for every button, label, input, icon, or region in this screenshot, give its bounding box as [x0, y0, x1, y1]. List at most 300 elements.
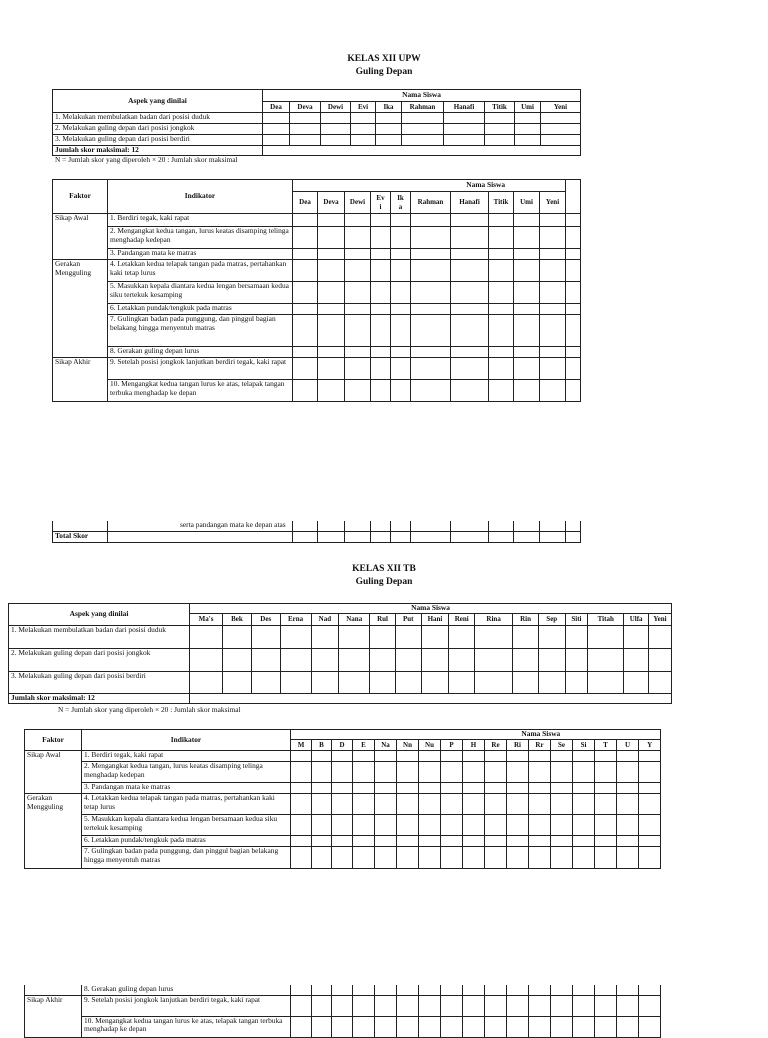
score-cell[interactable] — [411, 260, 451, 282]
score-cell[interactable] — [507, 794, 529, 815]
score-cell[interactable] — [485, 1016, 507, 1037]
score-cell[interactable] — [293, 347, 318, 358]
score-cell[interactable] — [371, 227, 391, 249]
score-cell[interactable] — [451, 214, 489, 227]
score-cell[interactable] — [402, 113, 444, 124]
score-cell[interactable] — [529, 751, 551, 762]
score-cell[interactable] — [573, 762, 595, 783]
score-cell[interactable] — [444, 113, 485, 124]
score-cell[interactable] — [318, 358, 345, 380]
score-cell[interactable] — [290, 113, 321, 124]
score-cell[interactable] — [639, 751, 661, 762]
score-cell[interactable] — [291, 815, 312, 836]
score-cell[interactable] — [573, 847, 595, 869]
score-cell[interactable] — [451, 249, 489, 260]
score-cell[interactable] — [318, 380, 345, 402]
score-cell[interactable] — [332, 751, 353, 762]
score-cell[interactable] — [421, 626, 449, 649]
score-cell[interactable] — [371, 347, 391, 358]
score-cell[interactable] — [419, 836, 441, 847]
score-cell[interactable] — [391, 249, 411, 260]
score-cell[interactable] — [451, 521, 489, 531]
score-cell[interactable] — [375, 847, 397, 869]
score-cell[interactable] — [489, 282, 514, 304]
score-cell[interactable] — [551, 815, 573, 836]
score-cell[interactable] — [507, 985, 529, 995]
score-cell[interactable] — [391, 282, 411, 304]
score-cell[interactable] — [411, 347, 451, 358]
score-cell[interactable] — [639, 847, 661, 869]
score-cell[interactable] — [375, 751, 397, 762]
score-cell[interactable] — [332, 794, 353, 815]
score-cell[interactable] — [639, 794, 661, 815]
score-cell[interactable] — [375, 762, 397, 783]
score-cell[interactable] — [312, 847, 332, 869]
score-cell[interactable] — [293, 214, 318, 227]
score-cell[interactable] — [588, 649, 624, 672]
score-cell[interactable] — [190, 672, 223, 694]
score-cell[interactable] — [318, 304, 345, 315]
score-cell[interactable] — [353, 783, 375, 794]
score-cell[interactable] — [345, 304, 371, 315]
score-cell[interactable] — [345, 347, 371, 358]
score-cell[interactable] — [345, 358, 371, 380]
score-cell[interactable] — [529, 836, 551, 847]
score-cell[interactable] — [551, 836, 573, 847]
score-cell[interactable] — [353, 995, 375, 1016]
score-cell[interactable] — [617, 751, 639, 762]
score-cell[interactable] — [291, 847, 312, 869]
score-cell[interactable] — [376, 113, 402, 124]
score-cell[interactable] — [397, 836, 419, 847]
score-cell[interactable] — [507, 995, 529, 1016]
score-cell[interactable] — [463, 995, 485, 1016]
score-cell[interactable] — [449, 649, 475, 672]
score-cell[interactable] — [595, 985, 617, 995]
score-cell[interactable] — [318, 260, 345, 282]
score-cell[interactable] — [291, 783, 312, 794]
score-cell[interactable] — [489, 347, 514, 358]
score-cell[interactable] — [573, 783, 595, 794]
score-cell[interactable] — [419, 783, 441, 794]
score-cell[interactable] — [507, 751, 529, 762]
score-cell[interactable] — [566, 358, 581, 380]
score-cell[interactable] — [345, 227, 371, 249]
score-cell[interactable] — [353, 836, 375, 847]
score-cell[interactable] — [485, 762, 507, 783]
score-cell[interactable] — [332, 985, 353, 995]
score-cell[interactable] — [291, 836, 312, 847]
score-cell[interactable] — [419, 751, 441, 762]
score-cell[interactable] — [449, 626, 475, 649]
score-cell[interactable] — [419, 847, 441, 869]
score-cell[interactable] — [489, 531, 514, 542]
score-cell[interactable] — [318, 521, 345, 531]
score-cell[interactable] — [451, 380, 489, 402]
score-cell[interactable] — [402, 135, 444, 146]
score-cell[interactable] — [251, 626, 280, 649]
score-cell[interactable] — [375, 783, 397, 794]
score-cell[interactable] — [371, 358, 391, 380]
score-cell[interactable] — [529, 847, 551, 869]
score-cell[interactable] — [639, 995, 661, 1016]
score-cell[interactable] — [639, 1016, 661, 1037]
score-cell[interactable] — [318, 214, 345, 227]
score-cell[interactable] — [321, 135, 351, 146]
score-cell[interactable] — [339, 672, 370, 694]
score-cell[interactable] — [617, 815, 639, 836]
score-cell[interactable] — [588, 626, 624, 649]
score-cell[interactable] — [441, 836, 463, 847]
score-cell[interactable] — [551, 751, 573, 762]
score-cell[interactable] — [463, 985, 485, 995]
score-cell[interactable] — [223, 626, 252, 649]
score-cell[interactable] — [566, 282, 581, 304]
score-cell[interactable] — [485, 794, 507, 815]
score-cell[interactable] — [411, 249, 451, 260]
score-cell[interactable] — [529, 794, 551, 815]
score-cell[interactable] — [515, 124, 541, 135]
score-cell[interactable] — [489, 358, 514, 380]
score-cell[interactable] — [540, 315, 566, 347]
score-cell[interactable] — [566, 214, 581, 227]
score-cell[interactable] — [489, 304, 514, 315]
score-cell[interactable] — [617, 762, 639, 783]
score-cell[interactable] — [639, 815, 661, 836]
score-cell[interactable] — [371, 521, 391, 531]
score-cell[interactable] — [345, 521, 371, 531]
score-cell[interactable] — [595, 751, 617, 762]
score-cell[interactable] — [397, 783, 419, 794]
score-cell[interactable] — [463, 762, 485, 783]
score-cell[interactable] — [419, 815, 441, 836]
score-cell[interactable] — [485, 783, 507, 794]
score-cell[interactable] — [529, 815, 551, 836]
score-cell[interactable] — [290, 135, 321, 146]
score-cell[interactable] — [332, 762, 353, 783]
score-cell[interactable] — [507, 815, 529, 836]
score-cell[interactable] — [351, 113, 376, 124]
score-cell[interactable] — [514, 304, 540, 315]
score-cell[interactable] — [391, 347, 411, 358]
score-cell[interactable] — [332, 995, 353, 1016]
score-cell[interactable] — [332, 783, 353, 794]
score-cell[interactable] — [540, 304, 566, 315]
score-cell[interactable] — [451, 227, 489, 249]
score-cell[interactable] — [312, 995, 332, 1016]
score-cell[interactable] — [353, 751, 375, 762]
score-cell[interactable] — [190, 626, 223, 649]
score-cell[interactable] — [475, 626, 513, 649]
score-cell[interactable] — [639, 836, 661, 847]
score-cell[interactable] — [617, 794, 639, 815]
score-cell[interactable] — [463, 815, 485, 836]
score-cell[interactable] — [263, 135, 290, 146]
score-cell[interactable] — [291, 985, 312, 995]
score-cell[interactable] — [485, 815, 507, 836]
score-cell[interactable] — [551, 995, 573, 1016]
score-cell[interactable] — [291, 751, 312, 762]
score-cell[interactable] — [475, 672, 513, 694]
score-cell[interactable] — [551, 1016, 573, 1037]
score-cell[interactable] — [514, 282, 540, 304]
score-cell[interactable] — [332, 836, 353, 847]
score-cell[interactable] — [419, 995, 441, 1016]
score-cell[interactable] — [353, 794, 375, 815]
score-cell[interactable] — [345, 282, 371, 304]
score-cell[interactable] — [514, 531, 540, 542]
score-cell[interactable] — [573, 815, 595, 836]
score-cell[interactable] — [489, 214, 514, 227]
score-cell[interactable] — [617, 847, 639, 869]
score-cell[interactable] — [312, 751, 332, 762]
score-cell[interactable] — [441, 783, 463, 794]
score-cell[interactable] — [411, 380, 451, 402]
score-cell[interactable] — [332, 847, 353, 869]
score-cell[interactable] — [397, 794, 419, 815]
score-cell[interactable] — [345, 249, 371, 260]
score-cell[interactable] — [332, 1016, 353, 1037]
score-cell[interactable] — [489, 249, 514, 260]
score-cell[interactable] — [312, 794, 332, 815]
score-cell[interactable] — [540, 531, 566, 542]
score-cell[interactable] — [293, 282, 318, 304]
score-cell[interactable] — [541, 135, 581, 146]
score-cell[interactable] — [513, 672, 539, 694]
score-cell[interactable] — [351, 124, 376, 135]
score-cell[interactable] — [391, 521, 411, 531]
score-cell[interactable] — [551, 985, 573, 995]
score-cell[interactable] — [529, 995, 551, 1016]
score-cell[interactable] — [397, 1016, 419, 1037]
score-cell[interactable] — [311, 672, 339, 694]
score-cell[interactable] — [489, 315, 514, 347]
score-cell[interactable] — [391, 380, 411, 402]
score-cell[interactable] — [371, 304, 391, 315]
score-cell[interactable] — [595, 783, 617, 794]
score-cell[interactable] — [353, 847, 375, 869]
score-cell[interactable] — [451, 347, 489, 358]
score-cell[interactable] — [573, 751, 595, 762]
score-cell[interactable] — [318, 227, 345, 249]
score-cell[interactable] — [617, 783, 639, 794]
score-cell[interactable] — [540, 282, 566, 304]
score-cell[interactable] — [485, 124, 515, 135]
score-cell[interactable] — [573, 995, 595, 1016]
score-cell[interactable] — [371, 249, 391, 260]
score-cell[interactable] — [565, 672, 588, 694]
score-cell[interactable] — [411, 227, 451, 249]
score-cell[interactable] — [485, 751, 507, 762]
score-cell[interactable] — [391, 358, 411, 380]
score-cell[interactable] — [291, 762, 312, 783]
score-cell[interactable] — [489, 260, 514, 282]
score-cell[interactable] — [573, 985, 595, 995]
score-cell[interactable] — [588, 672, 624, 694]
score-cell[interactable] — [566, 315, 581, 347]
score-cell[interactable] — [419, 985, 441, 995]
score-cell[interactable] — [321, 113, 351, 124]
score-cell[interactable] — [441, 794, 463, 815]
score-cell[interactable] — [617, 995, 639, 1016]
score-cell[interactable] — [441, 815, 463, 836]
score-cell[interactable] — [263, 124, 290, 135]
score-cell[interactable] — [551, 847, 573, 869]
score-cell[interactable] — [419, 762, 441, 783]
score-cell[interactable] — [624, 626, 649, 649]
score-cell[interactable] — [617, 836, 639, 847]
score-cell[interactable] — [251, 672, 280, 694]
score-cell[interactable] — [353, 1016, 375, 1037]
score-cell[interactable] — [311, 626, 339, 649]
score-cell[interactable] — [515, 113, 541, 124]
score-cell[interactable] — [397, 985, 419, 995]
score-cell[interactable] — [318, 531, 345, 542]
score-cell[interactable] — [345, 531, 371, 542]
score-cell[interactable] — [624, 672, 649, 694]
score-cell[interactable] — [551, 762, 573, 783]
score-cell[interactable] — [540, 249, 566, 260]
score-cell[interactable] — [485, 836, 507, 847]
score-cell[interactable] — [376, 135, 402, 146]
score-cell[interactable] — [463, 794, 485, 815]
score-cell[interactable] — [318, 315, 345, 347]
score-cell[interactable] — [371, 315, 391, 347]
score-cell[interactable] — [332, 815, 353, 836]
score-cell[interactable] — [411, 531, 451, 542]
score-cell[interactable] — [551, 783, 573, 794]
score-cell[interactable] — [595, 794, 617, 815]
score-cell[interactable] — [411, 282, 451, 304]
score-cell[interactable] — [419, 1016, 441, 1037]
score-cell[interactable] — [345, 380, 371, 402]
score-cell[interactable] — [293, 521, 318, 531]
score-cell[interactable] — [540, 347, 566, 358]
score-cell[interactable] — [371, 214, 391, 227]
score-cell[interactable] — [595, 815, 617, 836]
score-cell[interactable] — [540, 358, 566, 380]
score-cell[interactable] — [291, 1016, 312, 1037]
score-cell[interactable] — [540, 521, 566, 531]
score-cell[interactable] — [223, 649, 252, 672]
score-cell[interactable] — [463, 783, 485, 794]
score-cell[interactable] — [397, 762, 419, 783]
score-cell[interactable] — [538, 649, 565, 672]
score-cell[interactable] — [541, 124, 581, 135]
score-cell[interactable] — [451, 282, 489, 304]
score-cell[interactable] — [391, 315, 411, 347]
score-cell[interactable] — [312, 1016, 332, 1037]
score-cell[interactable] — [395, 672, 421, 694]
score-cell[interactable] — [391, 214, 411, 227]
score-cell[interactable] — [371, 260, 391, 282]
score-cell[interactable] — [391, 260, 411, 282]
score-cell[interactable] — [513, 649, 539, 672]
score-cell[interactable] — [489, 227, 514, 249]
score-cell[interactable] — [411, 315, 451, 347]
score-cell[interactable] — [312, 762, 332, 783]
score-cell[interactable] — [529, 985, 551, 995]
score-cell[interactable] — [463, 847, 485, 869]
score-cell[interactable] — [411, 214, 451, 227]
score-cell[interactable] — [291, 995, 312, 1016]
score-cell[interactable] — [540, 227, 566, 249]
score-cell[interactable] — [463, 1016, 485, 1037]
score-cell[interactable] — [411, 521, 451, 531]
score-cell[interactable] — [617, 985, 639, 995]
score-cell[interactable] — [541, 113, 581, 124]
score-cell[interactable] — [648, 626, 671, 649]
score-cell[interactable] — [371, 531, 391, 542]
score-cell[interactable] — [514, 260, 540, 282]
score-cell[interactable] — [639, 762, 661, 783]
score-cell[interactable] — [290, 124, 321, 135]
score-cell[interactable] — [538, 626, 565, 649]
score-cell[interactable] — [529, 1016, 551, 1037]
score-cell[interactable] — [441, 995, 463, 1016]
score-cell[interactable] — [375, 836, 397, 847]
score-cell[interactable] — [566, 227, 581, 249]
score-cell[interactable] — [293, 227, 318, 249]
score-cell[interactable] — [444, 135, 485, 146]
score-cell[interactable] — [485, 135, 515, 146]
score-cell[interactable] — [463, 751, 485, 762]
score-cell[interactable] — [441, 847, 463, 869]
score-cell[interactable] — [421, 649, 449, 672]
score-cell[interactable] — [449, 672, 475, 694]
score-cell[interactable] — [463, 836, 485, 847]
score-cell[interactable] — [263, 113, 290, 124]
score-cell[interactable] — [351, 135, 376, 146]
score-cell[interactable] — [376, 124, 402, 135]
score-cell[interactable] — [312, 836, 332, 847]
score-cell[interactable] — [648, 649, 671, 672]
score-cell[interactable] — [617, 1016, 639, 1037]
score-cell[interactable] — [293, 304, 318, 315]
score-cell[interactable] — [451, 304, 489, 315]
score-cell[interactable] — [566, 304, 581, 315]
score-cell[interactable] — [514, 380, 540, 402]
score-cell[interactable] — [339, 649, 370, 672]
score-cell[interactable] — [370, 626, 396, 649]
score-cell[interactable] — [595, 1016, 617, 1037]
score-cell[interactable] — [566, 249, 581, 260]
score-cell[interactable] — [451, 531, 489, 542]
score-cell[interactable] — [370, 649, 396, 672]
score-cell[interactable] — [514, 347, 540, 358]
score-cell[interactable] — [321, 124, 351, 135]
score-cell[interactable] — [514, 227, 540, 249]
score-cell[interactable] — [421, 672, 449, 694]
score-cell[interactable] — [318, 347, 345, 358]
score-cell[interactable] — [565, 649, 588, 672]
score-cell[interactable] — [395, 626, 421, 649]
score-cell[interactable] — [565, 626, 588, 649]
score-cell[interactable] — [411, 304, 451, 315]
score-cell[interactable] — [353, 815, 375, 836]
score-cell[interactable] — [551, 794, 573, 815]
score-cell[interactable] — [573, 794, 595, 815]
score-cell[interactable] — [485, 995, 507, 1016]
score-cell[interactable] — [251, 649, 280, 672]
score-cell[interactable] — [639, 783, 661, 794]
score-cell[interactable] — [489, 521, 514, 531]
score-cell[interactable] — [485, 985, 507, 995]
score-cell[interactable] — [507, 783, 529, 794]
score-cell[interactable] — [375, 985, 397, 995]
score-cell[interactable] — [441, 751, 463, 762]
score-cell[interactable] — [391, 531, 411, 542]
